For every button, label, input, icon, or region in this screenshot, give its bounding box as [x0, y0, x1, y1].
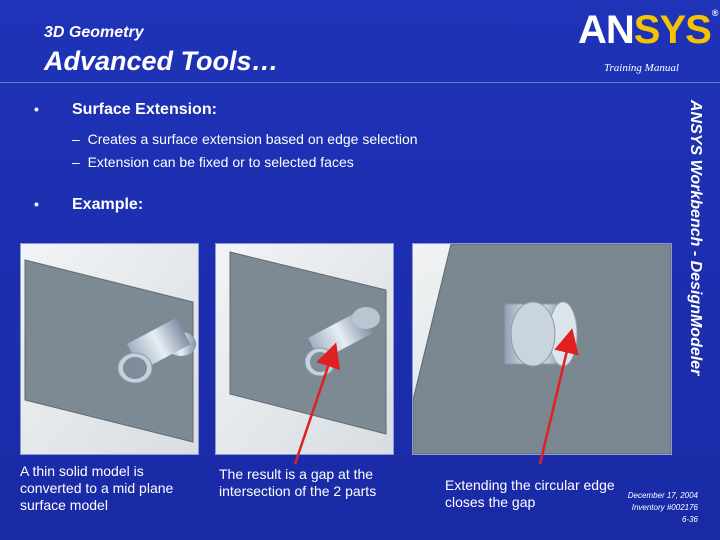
dash-glyph: –: [72, 131, 80, 147]
logo-registered: ®: [711, 8, 718, 18]
bullet-surface-extension: [34, 101, 217, 119]
model-image-closed: [412, 243, 672, 455]
footer-page-number: 6-36: [681, 515, 698, 524]
footer-inventory: Inventory #002176: [631, 503, 698, 512]
ansys-logo: [578, 8, 717, 53]
sub-bullet-text: Creates a surface extension based on edge selection: [87, 131, 418, 147]
vertical-product-label: ANSYS Workbench - DesignModeler: [687, 100, 704, 376]
bullet-glyph: •: [34, 101, 39, 117]
surface-gap-illustration: [216, 244, 393, 454]
bullet-text: Example:: [72, 196, 144, 213]
model-image-gap: [215, 243, 394, 455]
caption-middle: The result is a gap at the intersection of the 2 parts: [219, 466, 377, 499]
training-manual-label: Training Manual: [604, 62, 679, 74]
model-image-solid: [20, 243, 199, 455]
footer-info: [590, 490, 698, 526]
slide-title: Advanced Tools…: [44, 46, 279, 76]
dash-glyph: –: [72, 154, 80, 170]
bullet-example: [34, 196, 144, 214]
sub-bullet-2: [72, 154, 354, 170]
caption-left: A thin solid model is converted to a mid plane surface model: [20, 463, 174, 513]
footer-date: December 17, 2004: [627, 491, 698, 500]
sub-bullet-text: Extension can be fixed or to selected faces: [87, 154, 354, 170]
caption-right: Extending the circular edge closes the gap: [445, 477, 615, 510]
bullet-glyph: •: [34, 196, 39, 212]
logo-sys: SYS: [633, 8, 711, 52]
extended-edge-illustration: [413, 244, 671, 454]
section-title: 3D Geometry: [44, 24, 144, 41]
sub-bullet-1: [72, 131, 418, 147]
header-divider: [0, 82, 720, 83]
logo-an: AN: [578, 8, 634, 52]
bullet-text: Surface Extension:: [72, 101, 217, 118]
solid-model-illustration: [21, 244, 198, 454]
